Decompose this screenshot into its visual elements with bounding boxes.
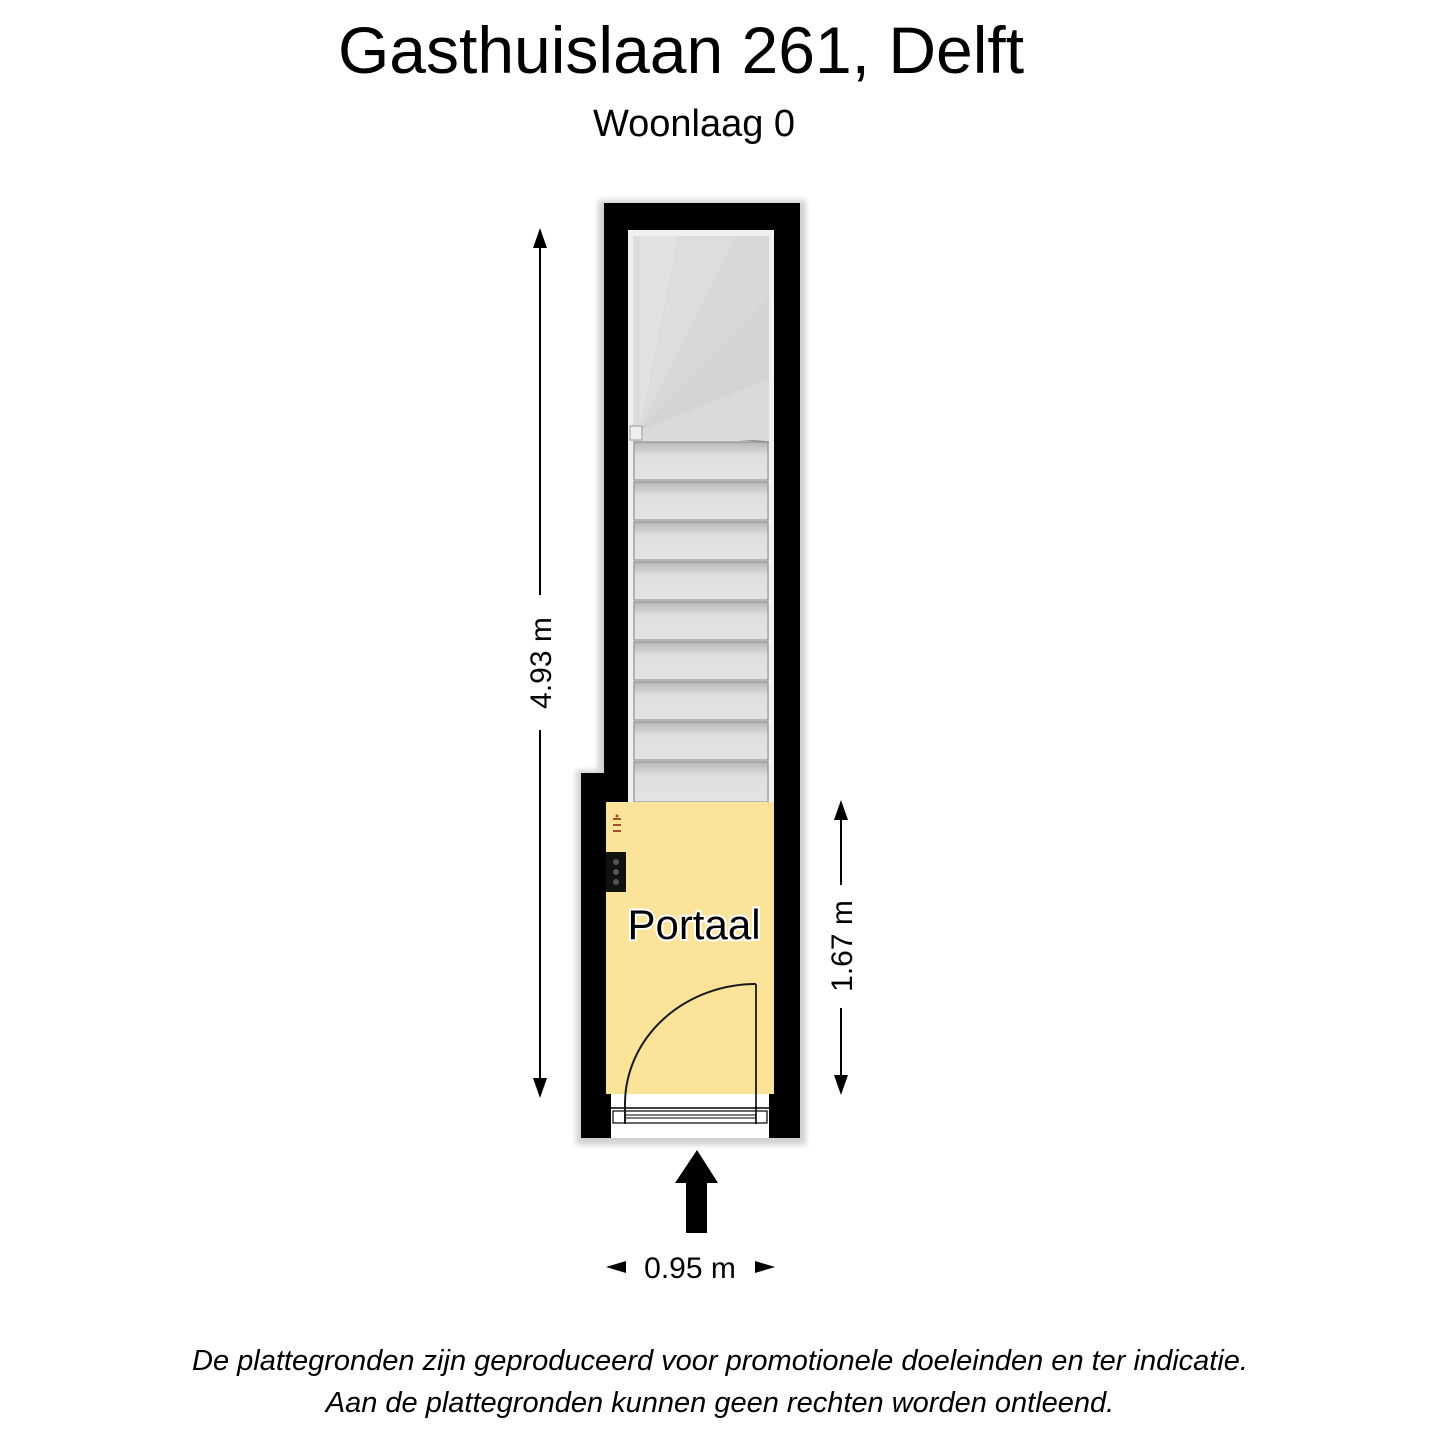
disclaimer bbox=[0, 1340, 1440, 1424]
fuse-box-icon bbox=[606, 852, 626, 892]
floor-level-label: Woonlaag 0 bbox=[592, 103, 796, 145]
page-title: Gasthuislaan 261, Delft bbox=[337, 13, 1025, 87]
dimension-label-width: 0.95 m bbox=[644, 1252, 736, 1285]
room-label-portaal: Portaal bbox=[627, 901, 761, 948]
staircase bbox=[628, 230, 774, 805]
disclaimer-line-2: Aan de plattegronden kunnen geen rechten worden ontleend. bbox=[325, 1387, 1115, 1419]
straight-steps bbox=[634, 442, 768, 802]
dimension-portaal-length bbox=[826, 800, 859, 1095]
disclaimer-line-1: De plattegronden zijn geproduceerd voor promotionele doeleinden en ter indicatie. bbox=[192, 1345, 1248, 1377]
dimension-total-length bbox=[525, 228, 558, 1098]
dimension-label-total-length: 4.93 m bbox=[525, 617, 558, 709]
entrance-arrow-icon bbox=[675, 1150, 718, 1233]
dimension-label-portaal-length: 1.67 m bbox=[826, 900, 859, 992]
dimension-width bbox=[606, 1252, 775, 1285]
room-portaal[interactable] bbox=[606, 802, 774, 1094]
